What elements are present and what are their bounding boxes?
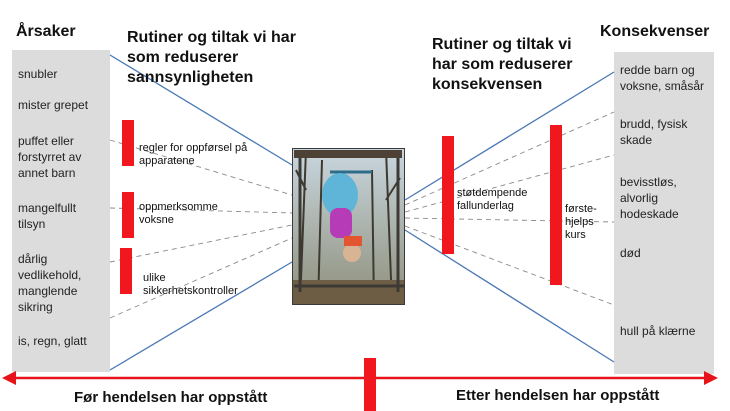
barrier-label-inspections: ulike sikkerhetskontroller	[143, 272, 238, 297]
consequence-measures-heading: Rutiner og tiltak vi har som reduserer konsekvensen	[432, 36, 573, 93]
barrier-label-supervision: oppmerksomme voksne	[139, 201, 218, 226]
event-marker	[364, 358, 376, 411]
cause-item: snubler	[18, 67, 58, 81]
cause-item: is, regn, glatt	[18, 334, 87, 348]
barrier-label-first-aid: første-hjelps kurs	[565, 203, 597, 241]
consequence-item: død	[620, 246, 641, 260]
barrier-bar-surface	[442, 136, 454, 254]
barrier-bar-inspections	[120, 248, 132, 294]
barrier-bar-rules	[122, 120, 134, 166]
barrier-bar-first-aid	[550, 125, 562, 285]
cause-item: mangelfullt tilsyn	[18, 201, 77, 231]
barrier-label-surface: støtdempende fallunderlag	[457, 187, 528, 212]
consequence-item: redde barn og voksne, småsår	[620, 63, 705, 93]
before-event-label: Før hendelsen har oppstått	[74, 389, 268, 406]
event-photo-frame	[292, 148, 405, 305]
cause-item: mister grepet	[18, 98, 89, 112]
causes-title: Årsaker	[16, 23, 76, 40]
cause-item: dårlig vedlikehold, manglende sikring	[18, 252, 82, 314]
consequence-item: brudd, fysisk skade	[620, 117, 688, 147]
consequences-title: Konsekvenser	[600, 23, 710, 40]
probability-measures-heading: Rutiner og tiltak vi har som reduserer sannsynligheten	[127, 29, 296, 86]
bowtie-outline-lower-right	[405, 230, 614, 362]
after-event-label: Etter hendelsen har oppstått	[456, 387, 660, 404]
consequence-item: hull på klærne	[620, 324, 696, 338]
cause-item: puffet eller forstyrret av annet barn	[18, 134, 82, 180]
barrier-label-rules: regler for oppførsel på apparatene	[139, 142, 248, 167]
barrier-bar-supervision	[122, 192, 134, 238]
consequence-item: bevisstløs, alvorlig hodeskade	[620, 175, 679, 221]
